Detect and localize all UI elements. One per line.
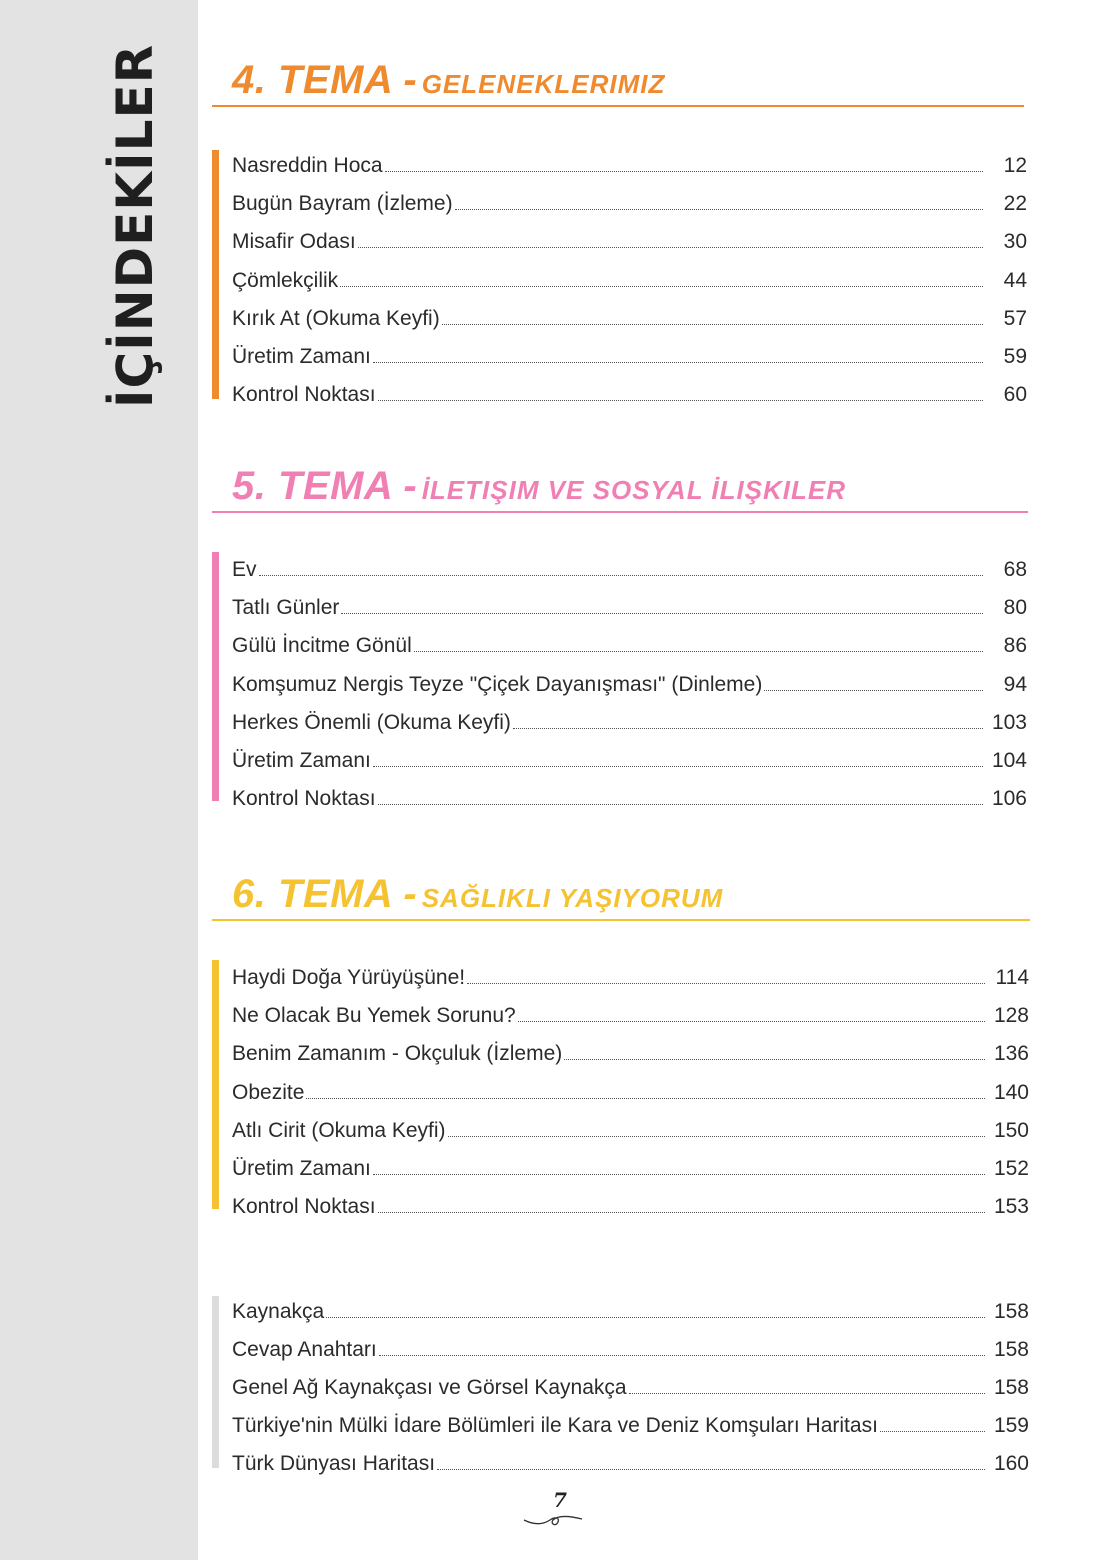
dot-leader xyxy=(378,1212,985,1213)
theme-6-rule xyxy=(212,919,1030,921)
toc-entry-page-number: 136 xyxy=(993,1042,1029,1066)
dot-leader xyxy=(455,209,983,210)
toc-entry-page-number: 159 xyxy=(993,1414,1029,1437)
toc-entry-page-number: 12 xyxy=(1003,154,1027,177)
toc-entry-title: Misafir Odası xyxy=(232,230,356,254)
toc-entry-title: Ev xyxy=(232,558,257,581)
toc-entry-title: Ne Olacak Bu Yemek Sorunu? xyxy=(232,1004,516,1028)
toc-entry[interactable] xyxy=(232,184,1027,214)
dot-leader xyxy=(437,1469,985,1470)
toc-entry-title: Üretim Zamanı xyxy=(232,1157,371,1180)
toc-entry[interactable] xyxy=(232,588,1027,618)
toc-entry-page-number: 158 xyxy=(993,1300,1029,1323)
toc-entry[interactable] xyxy=(232,550,1027,580)
dot-leader xyxy=(378,804,983,805)
toc-entry[interactable] xyxy=(232,1444,1029,1474)
toc-entry-title: Obezite xyxy=(232,1080,305,1104)
toc-entry-title: Nasreddin Hoca xyxy=(232,154,383,177)
dot-leader xyxy=(448,1136,985,1137)
sidebar xyxy=(0,0,198,1560)
toc-entry[interactable] xyxy=(232,1406,1029,1436)
appendix-bar xyxy=(212,1296,219,1468)
dot-leader xyxy=(442,324,983,325)
dot-leader xyxy=(373,1174,985,1175)
toc-entry[interactable] xyxy=(232,665,1027,695)
toc-entry[interactable] xyxy=(232,299,1027,329)
toc-entry-title: Üretim Zamanı xyxy=(232,749,371,772)
toc-entry[interactable] xyxy=(232,1330,1029,1360)
toc-entry-title: Çömlekçilik xyxy=(232,268,339,292)
theme-5-section xyxy=(212,458,1028,818)
toc-entry-page-number: 150 xyxy=(993,1118,1029,1142)
page-number: 7 xyxy=(553,1488,567,1512)
toc-entry-page-number: 94 xyxy=(1003,672,1027,696)
toc-entry[interactable] xyxy=(232,779,1027,809)
toc-entry[interactable] xyxy=(232,958,1029,988)
theme-6-number: 6. TEMA - xyxy=(232,872,418,916)
toc-entry-page-number: 60 xyxy=(1003,383,1027,407)
toc-entry-page-number: 140 xyxy=(993,1080,1029,1104)
toc-entry[interactable] xyxy=(232,703,1027,733)
dot-leader xyxy=(467,983,985,984)
toc-entry[interactable] xyxy=(232,1149,1029,1179)
theme-4-subtitle: GELENEKLERIMIZ xyxy=(421,69,666,99)
theme-6-bar xyxy=(212,960,219,1209)
toc-entry-title: Üretim Zamanı xyxy=(232,345,371,368)
theme-5-bar xyxy=(212,552,219,801)
toc-entry-page-number: 160 xyxy=(993,1452,1029,1475)
theme-6-subtitle: SAĞLIKLI YAŞIYORUM xyxy=(421,883,724,913)
toc-entry[interactable] xyxy=(232,337,1027,367)
toc-entry-title: Komşumuz Nergis Teyze "Çiçek Dayanışması" (Dinleme) xyxy=(232,672,763,696)
toc-entry[interactable] xyxy=(232,1073,1029,1103)
dot-leader xyxy=(414,651,983,652)
toc-entry-page-number: 153 xyxy=(993,1195,1029,1219)
dot-leader xyxy=(629,1393,985,1394)
dot-leader xyxy=(518,1021,985,1022)
theme-4-heading xyxy=(232,58,665,103)
dot-leader xyxy=(378,400,983,401)
dot-leader xyxy=(326,1317,985,1318)
theme-5-rule xyxy=(212,511,1028,513)
toc-entry-page-number: 86 xyxy=(1003,634,1027,658)
toc-entry-title: Tatlı Günler xyxy=(232,596,340,620)
toc-entry-page-number: 68 xyxy=(1003,558,1027,581)
theme-4-section xyxy=(212,52,1027,412)
dot-leader xyxy=(373,766,983,767)
toc-entry-title: Kaynakça xyxy=(232,1300,325,1323)
theme-5-number: 5. TEMA - xyxy=(232,464,418,508)
dot-leader xyxy=(259,575,983,576)
toc-entry-page-number: 152 xyxy=(993,1157,1029,1180)
dot-leader xyxy=(340,286,983,287)
toc-entry-page-number: 30 xyxy=(1003,230,1027,254)
toc-entry-title: Türkiye'nin Mülki İdare Bölümleri ile Kara ve Deniz Komşuları Haritası xyxy=(232,1414,878,1437)
toc-entry[interactable] xyxy=(232,741,1027,771)
dot-leader xyxy=(341,613,983,614)
toc-entry-page-number: 104 xyxy=(991,749,1027,772)
toc-entry-page-number: 158 xyxy=(993,1338,1029,1361)
theme-4-rule xyxy=(212,105,1024,107)
toc-entry-title: Herkes Önemli (Okuma Keyfi) xyxy=(232,710,511,734)
theme-4-number: 4. TEMA - xyxy=(232,58,418,102)
toc-entry-title: Gülü İncitme Gönül xyxy=(232,634,412,658)
toc-entry-page-number: 80 xyxy=(1003,596,1027,620)
toc-entry[interactable] xyxy=(232,261,1027,291)
dot-leader xyxy=(373,362,983,363)
theme-5-subtitle: İLETIŞIM VE SOSYAL İLIŞKILER xyxy=(421,475,847,505)
toc-entry-page-number: 22 xyxy=(1003,192,1027,216)
dot-leader xyxy=(764,690,983,691)
dot-leader xyxy=(358,247,983,248)
toc-entry-title: Cevap Anahtarı xyxy=(232,1338,377,1361)
theme-4-bar xyxy=(212,150,219,399)
toc-entry[interactable] xyxy=(232,1368,1029,1398)
toc-entry[interactable] xyxy=(232,146,1027,176)
dot-leader xyxy=(306,1098,985,1099)
toc-title: İÇİNDEKİLER xyxy=(106,43,164,409)
appendix-section xyxy=(212,1292,1030,1482)
toc-entry[interactable] xyxy=(232,626,1027,656)
dot-leader xyxy=(513,728,983,729)
toc-entry-title: Türk Dünyası Haritası xyxy=(232,1452,436,1475)
toc-entry-page-number: 128 xyxy=(993,1004,1029,1028)
dot-leader xyxy=(379,1355,985,1356)
toc-entry-page-number: 57 xyxy=(1003,306,1027,330)
toc-entry-title: Benim Zamanım - Okçuluk (İzleme) xyxy=(232,1042,563,1066)
page-number-ornament xyxy=(522,1510,584,1532)
theme-5-heading xyxy=(232,464,846,509)
toc-entry-page-number: 103 xyxy=(991,710,1027,734)
theme-6-section xyxy=(212,866,1030,1226)
toc-entry-page-number: 106 xyxy=(991,787,1027,811)
toc-entry-title: Kontrol Noktası xyxy=(232,787,376,811)
toc-entry-title: Atlı Cirit (Okuma Keyfi) xyxy=(232,1118,446,1142)
toc-entry[interactable] xyxy=(232,222,1027,252)
toc-entry[interactable] xyxy=(232,996,1029,1026)
theme-6-heading xyxy=(232,872,723,917)
toc-entry[interactable] xyxy=(232,1034,1029,1064)
toc-entry-title: Kontrol Noktası xyxy=(232,383,376,407)
dot-leader xyxy=(564,1059,985,1060)
toc-entry-page-number: 158 xyxy=(993,1376,1029,1399)
toc-entry-title: Kırık At (Okuma Keyfi) xyxy=(232,306,440,330)
toc-entry[interactable] xyxy=(232,375,1027,405)
toc-entry[interactable] xyxy=(232,1111,1029,1141)
toc-entry-title: Genel Ağ Kaynakçası ve Görsel Kaynakça xyxy=(232,1376,627,1399)
toc-entry-page-number: 44 xyxy=(1003,268,1027,292)
toc-entry-page-number: 59 xyxy=(1003,345,1027,368)
toc-entry[interactable] xyxy=(232,1292,1029,1322)
toc-entry-title: Haydi Doğa Yürüyüşüne! xyxy=(232,966,466,989)
dot-leader xyxy=(880,1431,985,1432)
toc-entry-title: Kontrol Noktası xyxy=(232,1195,376,1219)
dot-leader xyxy=(385,171,983,172)
toc-entry[interactable] xyxy=(232,1187,1029,1217)
toc-entry-title: Bugün Bayram (İzleme) xyxy=(232,192,453,216)
toc-entry-page-number: 114 xyxy=(995,966,1029,989)
